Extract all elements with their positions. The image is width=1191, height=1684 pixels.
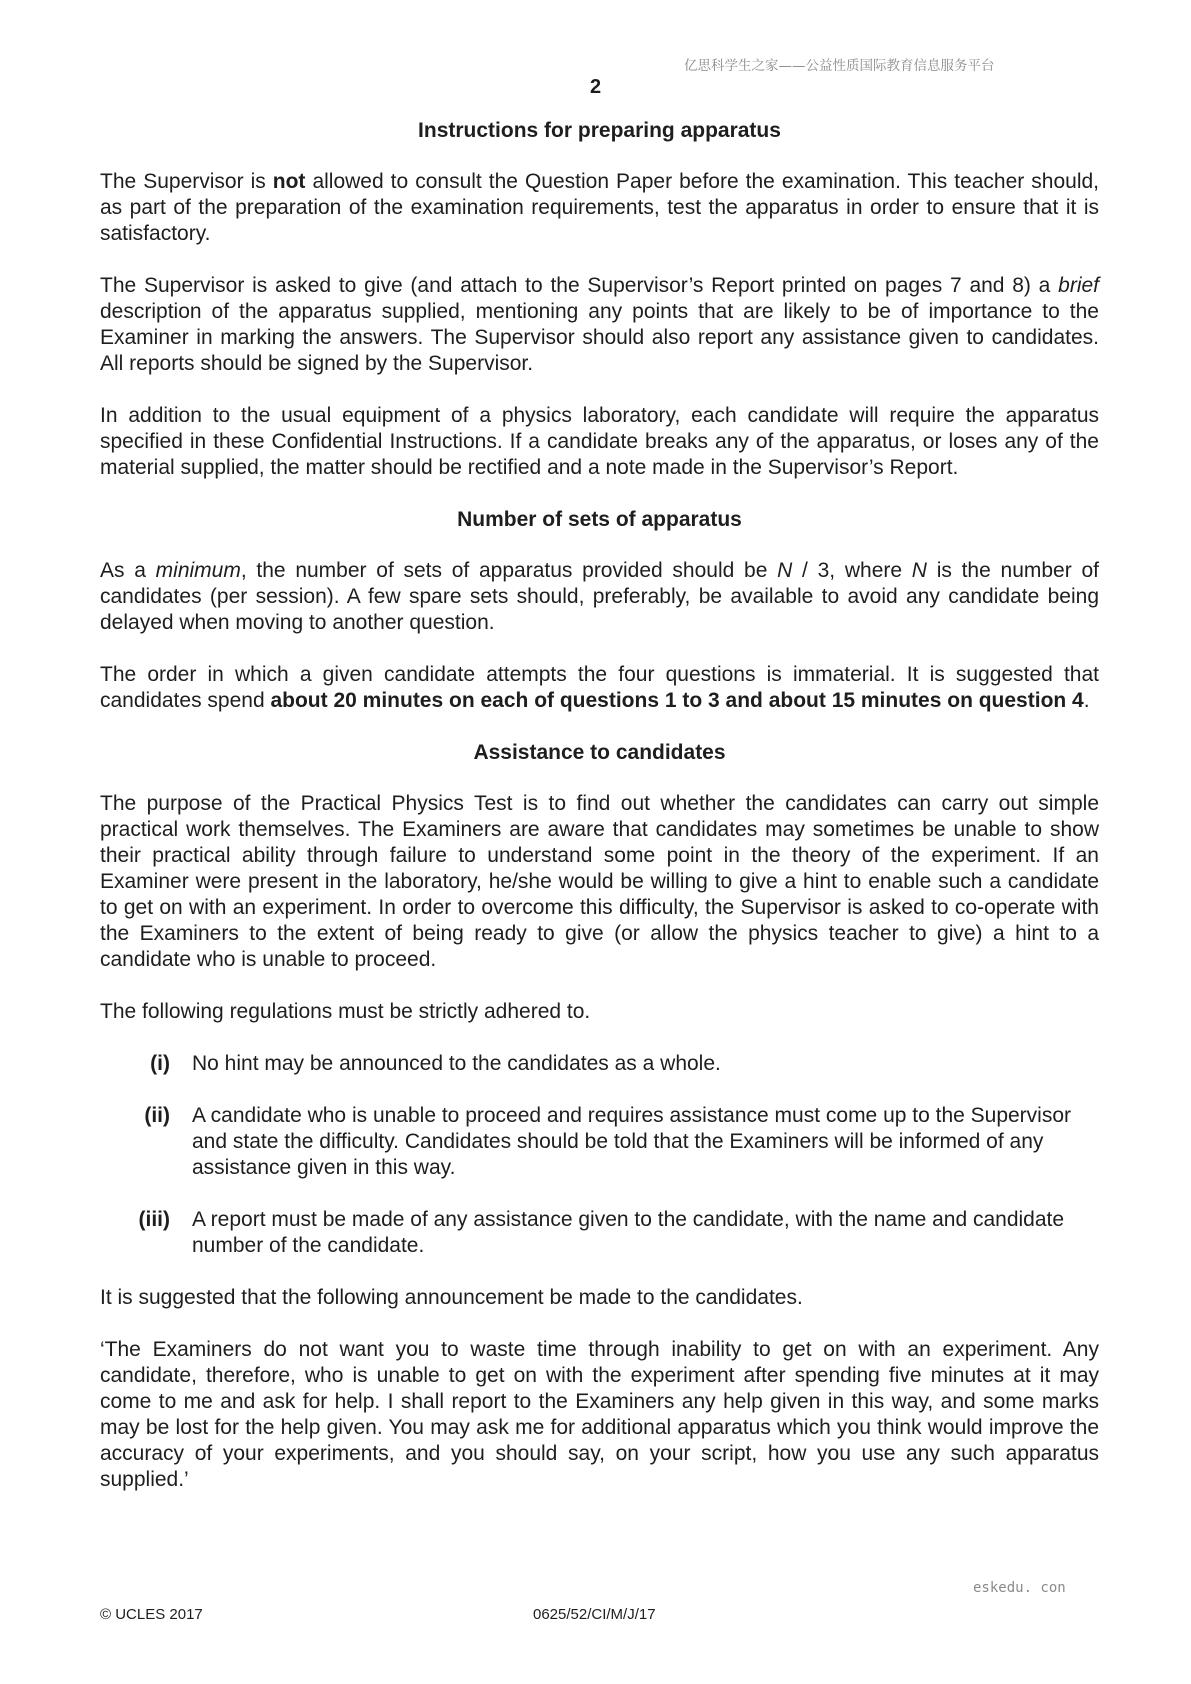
regulation-text: A candidate who is unable to proceed and requires assistance must come up to the Supervisor and state the difficulty. Candidates should be told that the Examiners will be informed of any assistance given in this way. xyxy=(192,1104,1072,1179)
heading-number-of-sets: Number of sets of apparatus xyxy=(457,508,742,531)
paragraph-question-order: The order in which a given candidate attempts the four questions is immaterial. It is suggested that candidates spend about 20 minutes on each of questions 1 to 3 and about 15 minutes on question 4. xyxy=(100,663,1099,712)
page-number: 2 xyxy=(589,76,602,98)
paragraph-announcement-quote: ‘The Examiners do not want you to waste time through inability to get on with an experiment. Any candidate, therefore, who is unable to get on with the experiment after spending five minutes at it may come to me and ask for help. I shall report to the Examiners any help given in this way, and some marks may be lost for the help given. You may ask me for additional apparatus which you think would improve the accuracy of your experiments, and you should say, on your script, how you use any such apparatus supplied.’ xyxy=(100,1338,1099,1491)
footer-paper-code: 0625/52/CI/M/J/17 xyxy=(533,1606,656,1623)
footer-copyright: © UCLES 2017 xyxy=(100,1606,203,1623)
watermark-top: 亿思科学生之家——公益性质国际教育信息服务平台 xyxy=(684,58,995,74)
regulation-number: (ii) xyxy=(144,1104,170,1127)
watermark-bottom: eskedu. con xyxy=(973,1580,1066,1596)
paragraph-supervisor-not-allowed: The Supervisor is not allowed to consult the Question Paper before the examination. This teacher should, as part of the preparation of the examination requirements, test the apparatus in order to ensure that it is satisfactory. xyxy=(100,170,1100,245)
paragraph-purpose: The purpose of the Practical Physics Test is to find out whether the candidates can carry out simple practical work themselves. The Examiners are aware that candidates may sometimes be unable to show their practical ability through failure to understand some point in the theory of the experiment. If an Examiner were present in the laboratory, he/she would be willing to give a hint to enable such a candidate to get on with an experiment. In order to overcome this difficulty, the Supervisor is asked to co-operate with the Examiners to the extent of being ready to give (or allow the physics teacher to give) a hint to a candidate who is unable to proceed. xyxy=(100,792,1099,971)
paragraph-announcement-intro: It is suggested that the following announcement be made to the candidates. xyxy=(100,1286,803,1309)
paragraph-regulations-intro: The following regulations must be strictly adhered to. xyxy=(100,1000,591,1023)
regulation-number: (iii) xyxy=(138,1208,170,1231)
regulation-text: No hint may be announced to the candidates as a whole. xyxy=(192,1052,721,1075)
paragraph-minimum-sets: As a minimum, the number of sets of apparatus provided should be N / 3, where N is the number of candidates (per session). A few spare sets should, preferably, be available to avoid any candidate being delayed when moving to another question. xyxy=(100,559,1099,634)
document-body xyxy=(100,118,1099,1519)
heading-preparing-apparatus: Instructions for preparing apparatus xyxy=(418,119,781,142)
regulation-item xyxy=(100,1051,1099,1077)
heading-assistance: Assistance to candidates xyxy=(473,741,726,764)
paragraph-supervisor-report: The Supervisor is asked to give (and attach to the Supervisor’s Report printed on pages 7 and 8) a brief description of the apparatus supplied, mentioning any points that are likely to be of importance to the Examiner in marking the answers. The Supervisor should also report any assistance given to candidates. All reports should be signed by the Supervisor. xyxy=(100,274,1099,375)
regulation-item xyxy=(100,1103,1099,1181)
regulation-item xyxy=(100,1207,1099,1259)
regulation-text: A report must be made of any assistance given to the candidate, with the name and candidate number of the candidate. xyxy=(192,1208,1065,1257)
paragraph-usual-equipment: In addition to the usual equipment of a physics laboratory, each candidate will require the apparatus specified in these Confidential Instructions. If a candidate breaks any of the apparatus, or loses any of the material supplied, the matter should be rectified and a note made in the Supervisor’s Report. xyxy=(100,404,1099,479)
regulation-number: (i) xyxy=(150,1052,170,1075)
